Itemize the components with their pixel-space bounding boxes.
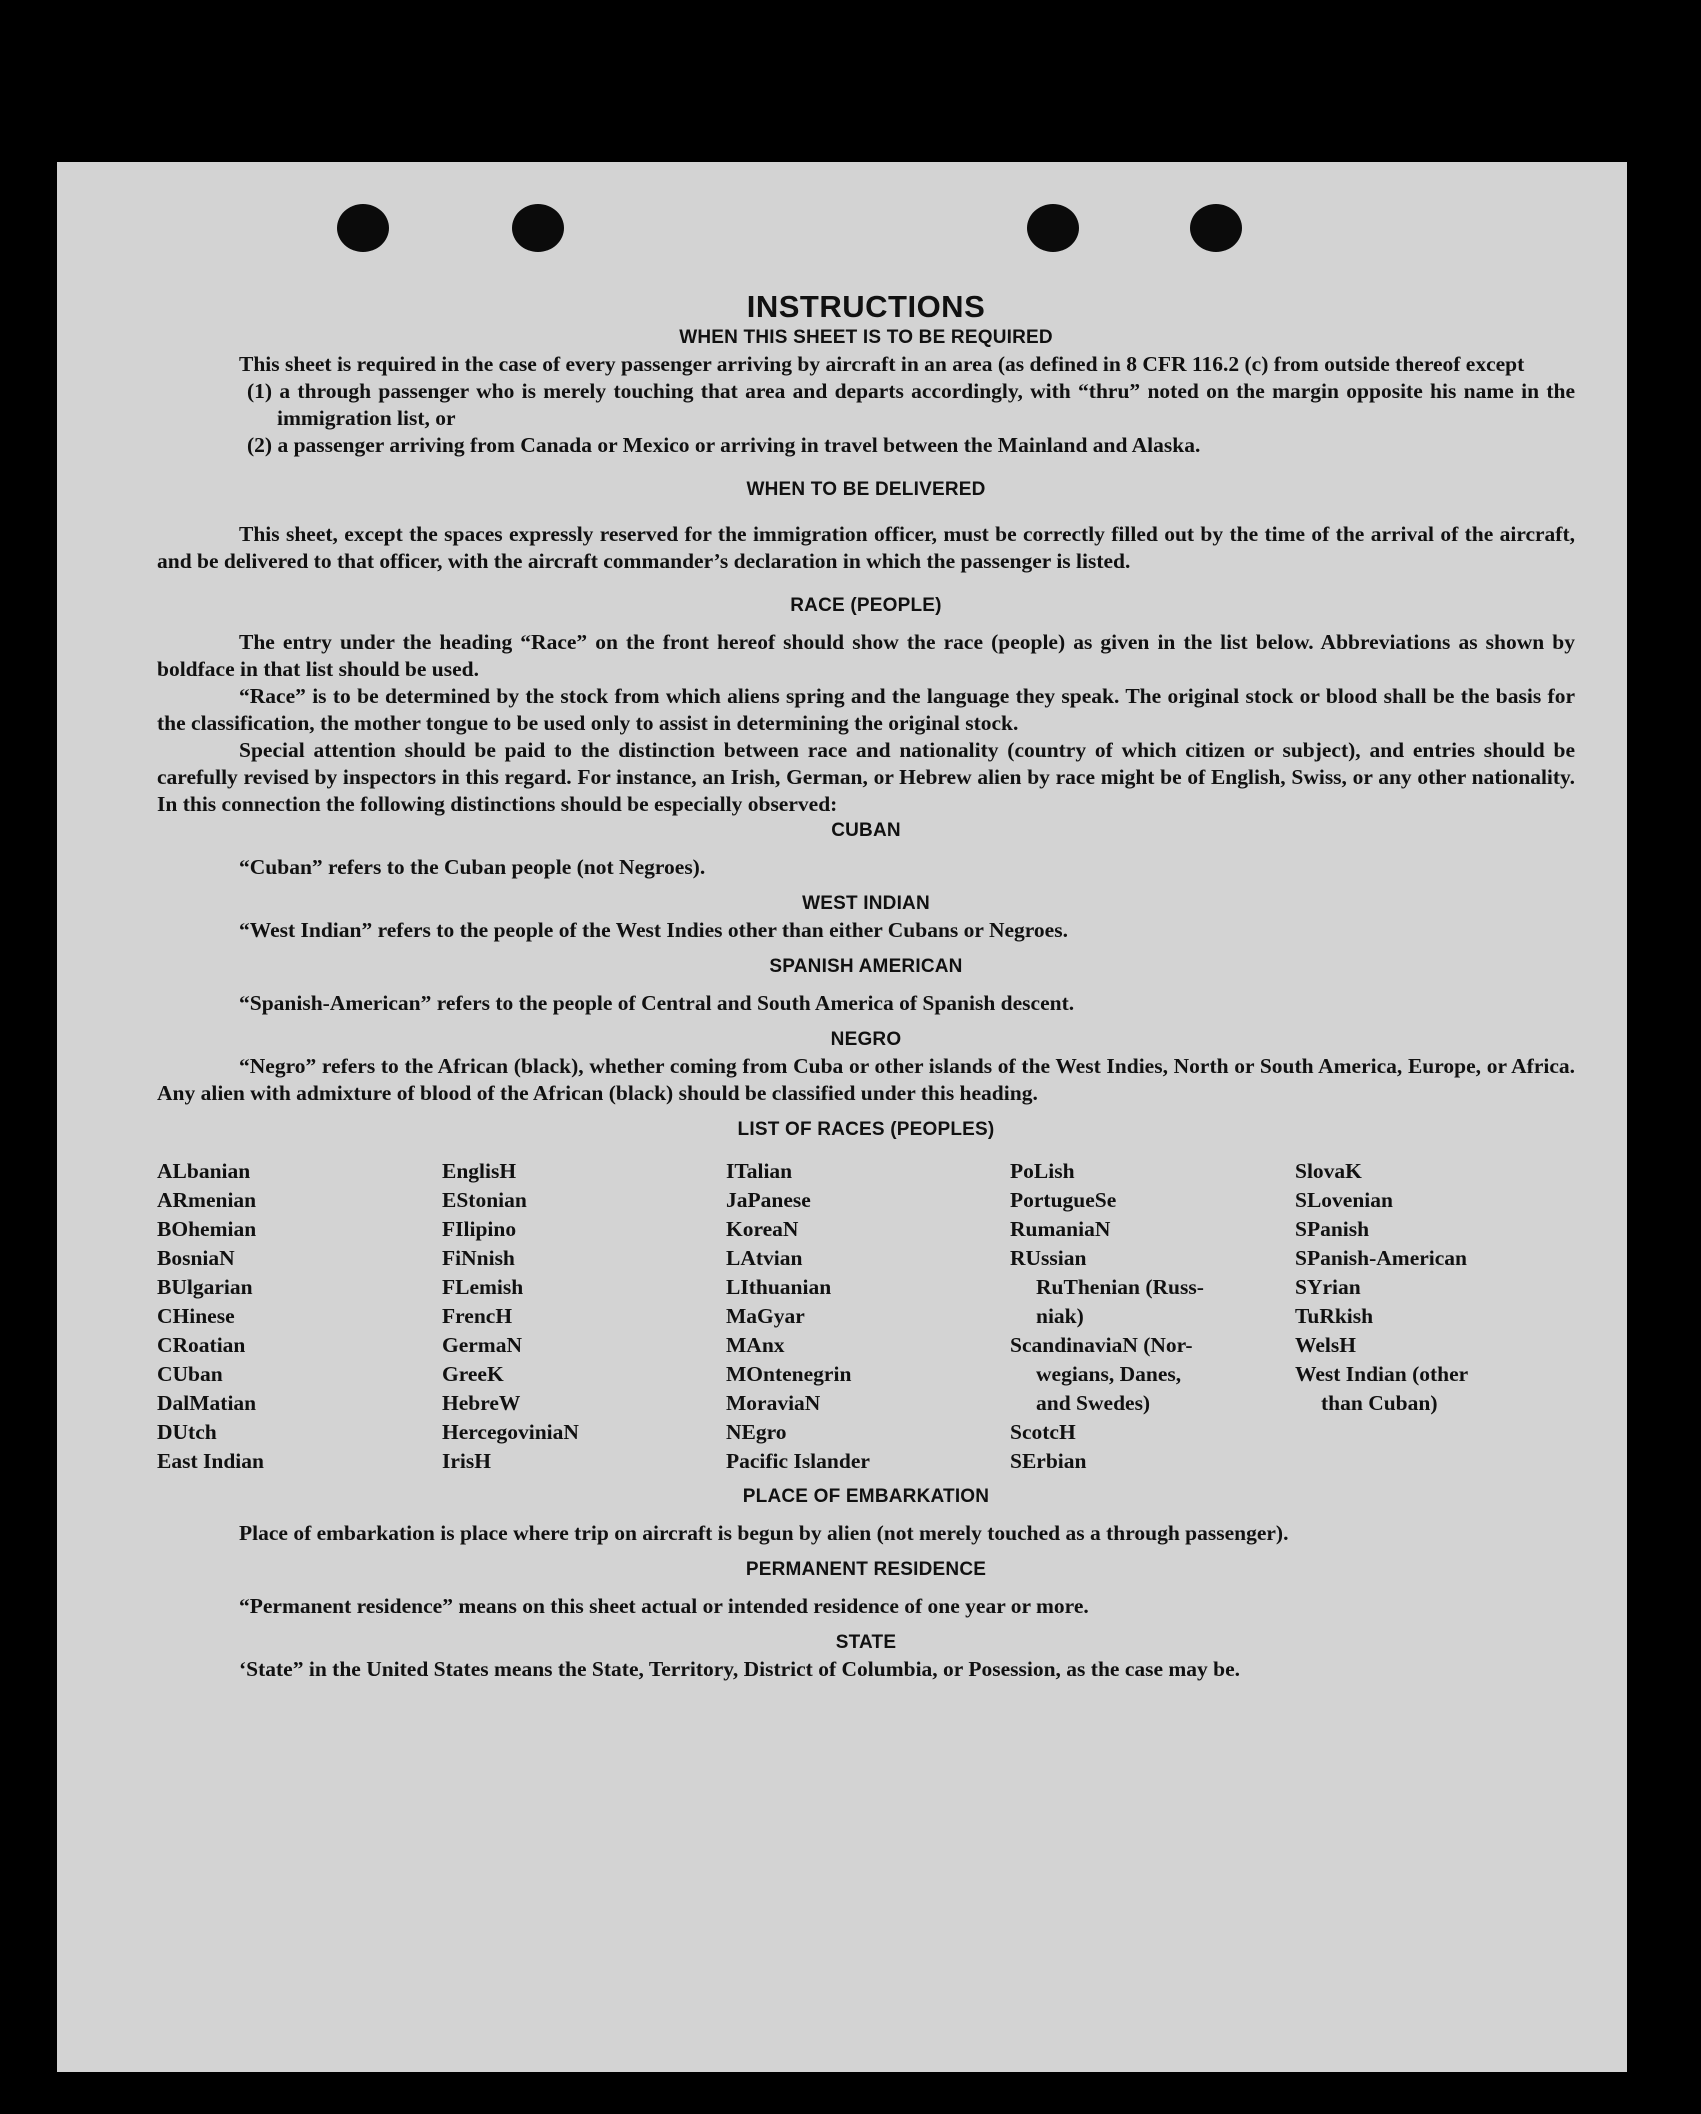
races-column-5 <box>1295 1157 1565 1476</box>
race-item: FIlipino <box>442 1217 517 1241</box>
document-page <box>57 162 1627 2072</box>
delivered-text: This sheet, except the spaces expressly reserved for the immigration officer, must be correctly filled out by the time of the arrival of the aircraft, and be delivered to that officer, with the aircraft commander’s declaration in which the passenger is listed. <box>157 522 1575 573</box>
race-item: IrisH <box>442 1449 491 1473</box>
section-heading-races-list: LIST OF RACES (PEOPLES) <box>737 1119 995 1140</box>
races-column-4 <box>1010 1157 1295 1476</box>
race-item: KoreaN <box>726 1217 799 1241</box>
races-column-3 <box>726 1157 1010 1476</box>
race-item: SLovenian <box>1295 1188 1393 1212</box>
cuban-text: “Cuban” refers to the Cuban people (not Negroes). <box>239 855 706 879</box>
race-item: ARmenian <box>157 1188 257 1212</box>
race-item: HercegovinіaN <box>442 1420 579 1444</box>
residence-text: “Permanent residence” means on this sheet actual or intended residence of one year or more. <box>239 1594 1089 1618</box>
section-heading-west-indian: WEST INDIAN <box>802 893 930 914</box>
race-item: SPanish <box>1295 1217 1370 1241</box>
race-item: SlovaK <box>1295 1159 1362 1183</box>
race-item: EStonian <box>442 1188 527 1212</box>
race-item: DUtch <box>157 1420 217 1444</box>
race-item: BosniaN <box>157 1246 235 1270</box>
section-heading-race: RACE (PEOPLE) <box>790 595 942 616</box>
race-item: BOhemian <box>157 1217 257 1241</box>
race-item: ScotcH <box>1010 1420 1076 1444</box>
race-item: FiNnish <box>442 1246 515 1270</box>
section-heading-state: STATE <box>835 1632 897 1653</box>
negro-text: “Negro” refers to the African (black), whether coming from Cuba or other islands of the West Indies, North or South America, Europe, or Africa. Any alien with admixture of blood of the African (black) should be classified under this heading. <box>157 1054 1575 1105</box>
section-heading-residence: PERMANENT RESIDENCE <box>745 1559 987 1580</box>
punch-hole <box>1190 204 1242 252</box>
races-column-2 <box>442 1157 726 1476</box>
race-item: HebreW <box>442 1391 521 1415</box>
race-item: MaGyar <box>726 1304 805 1328</box>
section-heading-delivered: WHEN TO BE DELIVERED <box>746 479 986 500</box>
section-heading-negro: NEGRO <box>830 1029 902 1050</box>
section-heading-spanish-american: SPANISH AMERICAN <box>769 956 963 977</box>
race-item: CUban <box>157 1362 223 1386</box>
required-item-2: (2) a passenger arriving from Canada or Mexico or arriving in travel between the Mainland and Alaska. <box>247 433 1201 457</box>
race-item: GreeK <box>442 1362 504 1386</box>
race-item: ALbanian <box>157 1159 251 1183</box>
race-item: FLemish <box>442 1275 524 1299</box>
race-item: PortugueSe <box>1010 1188 1117 1212</box>
race-item: ITalian <box>726 1159 793 1183</box>
race-item: wegians, Danes, <box>1036 1362 1182 1386</box>
race-item: BUlgarian <box>157 1275 253 1299</box>
race-item: East Indian <box>157 1449 264 1473</box>
embarkation-text: Place of embarkation is place where trip on aircraft is begun by alien (not merely touched as a through passenger). <box>239 1521 1289 1545</box>
race-item: RuThenian (Russ- <box>1036 1275 1204 1299</box>
instructions-sheet <box>157 290 1575 1683</box>
section-heading-embarkation: PLACE OF EMBARKATION <box>742 1486 990 1507</box>
race-item: SYrian <box>1295 1275 1361 1299</box>
race-item: MOntenegrin <box>726 1362 852 1386</box>
punch-hole <box>1027 204 1079 252</box>
race-item: NEgro <box>726 1420 787 1444</box>
race-item: GermaN <box>442 1333 522 1357</box>
punch-hole <box>512 204 564 252</box>
race-paragraph-1: The entry under the heading “Race” on the front hereof should show the race (people) as given in the list below. Abbreviations as shown by boldface in that list should be used. <box>157 630 1575 681</box>
required-intro: This sheet is required in the case of every passenger arriving by aircraft in an area (as defined in 8 CFR 116.2 (c) from outside thereof except <box>239 352 1525 376</box>
section-heading-required: WHEN THIS SHEET IS TO BE REQUIRED <box>679 327 1053 348</box>
race-paragraph-2: “Race” is to be determined by the stock from which aliens spring and the language they speak. The original stock or blood shall be the basis for the classification, the mother tongue to be used only to assist in determining the original stock. <box>157 684 1575 735</box>
race-item: TuRkish <box>1295 1304 1374 1328</box>
race-item: MAnx <box>726 1333 785 1357</box>
race-item: Pacific Islander <box>726 1449 870 1473</box>
race-item: CHinese <box>157 1304 235 1328</box>
race-item: SPanish-American <box>1295 1246 1467 1270</box>
race-item: LAtvian <box>726 1246 803 1270</box>
race-item: FrencH <box>442 1304 513 1328</box>
race-item: RUssian <box>1010 1246 1087 1270</box>
race-item: EnglisH <box>442 1159 517 1183</box>
race-paragraph-3: Special attention should be paid to the distinction between race and nationality (country of which citizen or subject), and entries should be carefully revised by inspectors in this regard. For instance, an Irish, German, or Hebrew alien by race might be of English, Swiss, or any other nationality. In this connection the following distinctions should be especially observed: <box>157 738 1575 816</box>
west-indian-text: “West Indian” refers to the people of the West Indies other than either Cubans or Negroes. <box>239 918 1068 942</box>
race-item: RumaniaN <box>1010 1217 1111 1241</box>
race-item: WelsH <box>1295 1333 1356 1357</box>
race-item: DalMatian <box>157 1391 257 1415</box>
race-item: SErbian <box>1010 1449 1087 1473</box>
races-list <box>157 1157 1575 1476</box>
race-item: than Cuban) <box>1321 1391 1438 1415</box>
spanish-american-text: “Spanish-American” refers to the people of Central and South America of Spanish descent. <box>239 991 1075 1015</box>
race-item: LIthuanian <box>726 1275 832 1299</box>
races-column-1 <box>157 1157 442 1476</box>
punch-hole <box>337 204 389 252</box>
page-title: INSTRUCTIONS <box>746 289 986 324</box>
race-item: West Indian (other <box>1295 1362 1469 1386</box>
race-item: JaPanese <box>726 1188 811 1212</box>
race-item: PoLish <box>1010 1159 1075 1183</box>
section-heading-cuban: CUBAN <box>831 820 901 841</box>
required-item-1: (1) a through passenger who is merely touching that area and departs accordingly, with “thru” noted on the margin opposite his name in the immigration list, or <box>247 379 1575 430</box>
race-item: niak) <box>1036 1304 1084 1328</box>
race-item: CRoatian <box>157 1333 246 1357</box>
race-item: ScandinaviaN (Nor- <box>1010 1333 1193 1357</box>
state-text: ‘State” in the United States means the State, Territory, District of Columbia, or Posession, as the case may be. <box>239 1657 1241 1681</box>
race-item: MoraviaN <box>726 1391 821 1415</box>
race-item: and Swedes) <box>1036 1391 1151 1415</box>
